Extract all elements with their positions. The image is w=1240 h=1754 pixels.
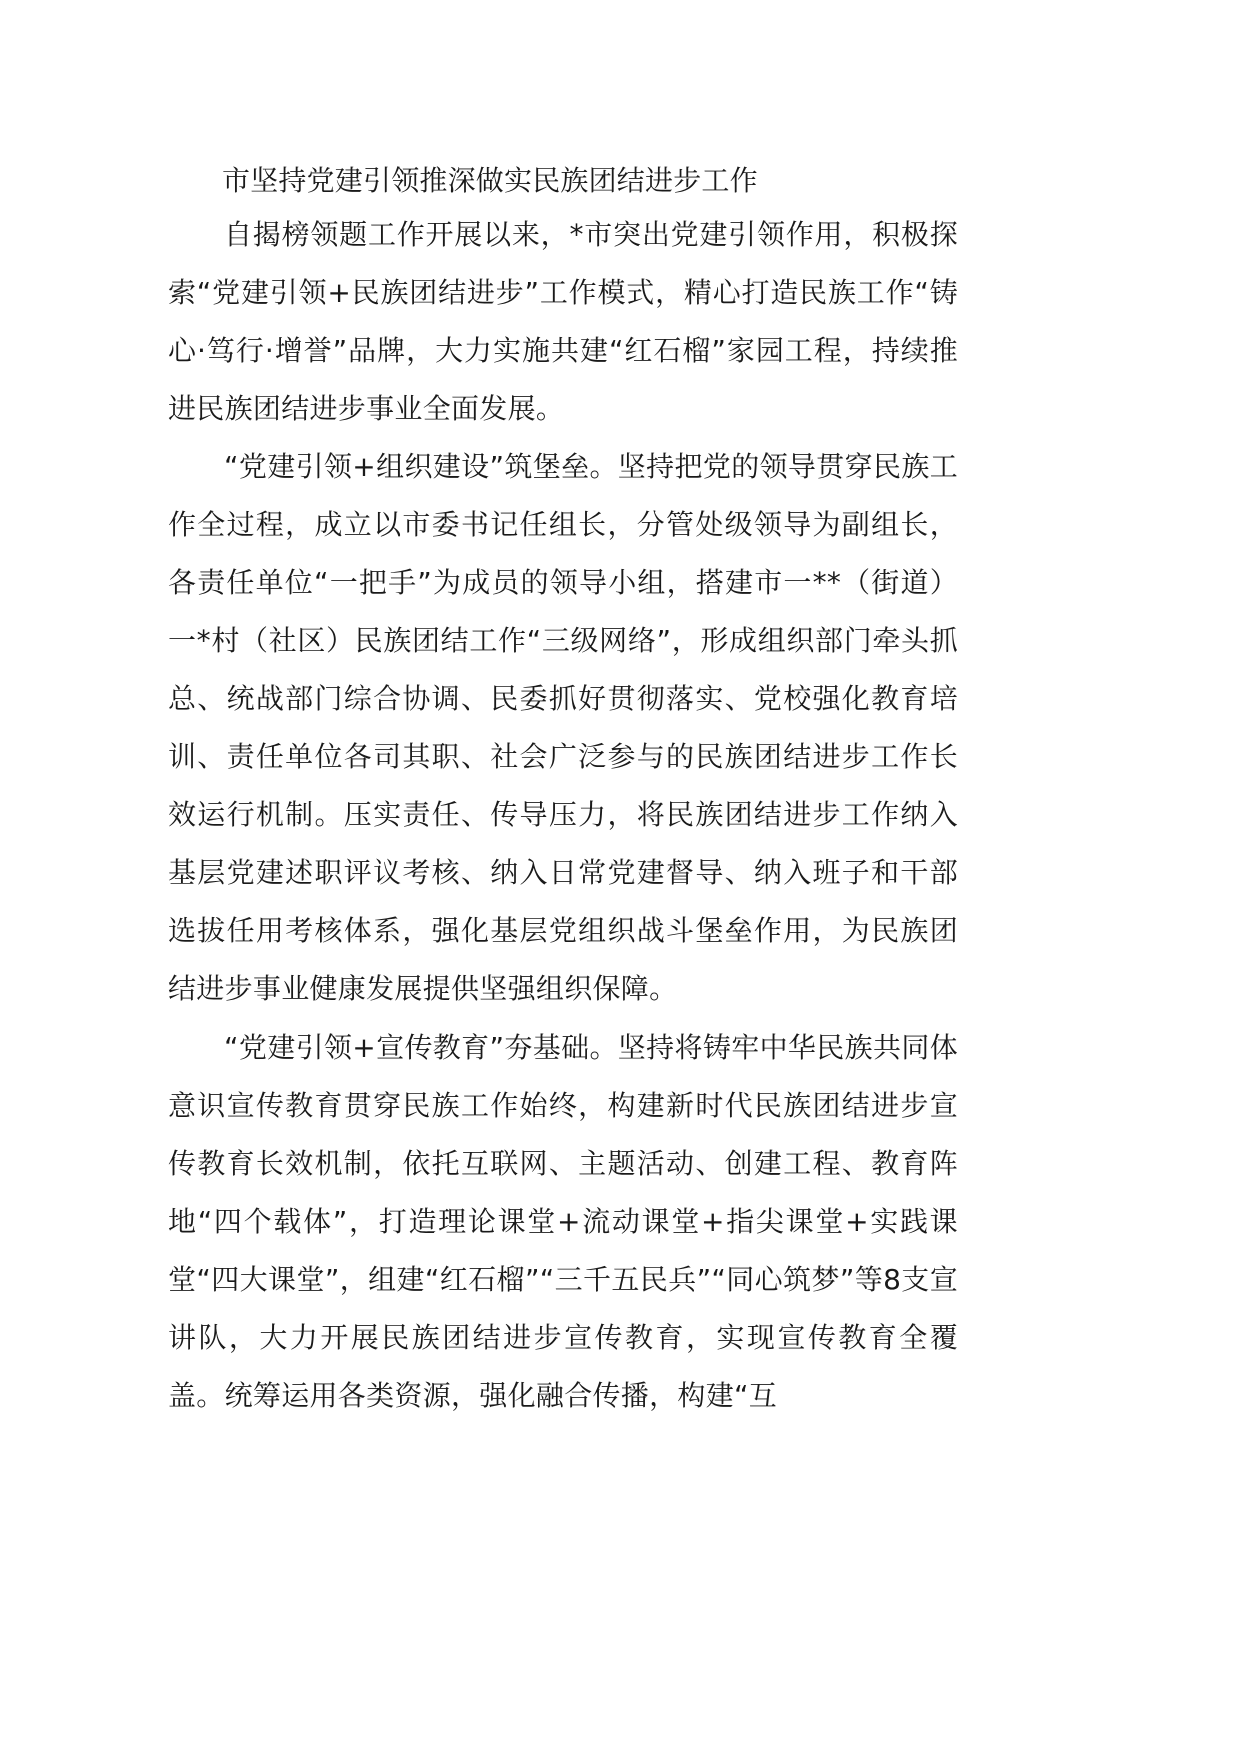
paragraph-education: “党建引领+宣传教育”夯基础。坚持将铸牢中华民族共同体意识宣传教育贯穿民族工作始终，构建新时代民族团结进步宣传教育长效机制，依托互联网、主题活动、创建工程、教育阵地“四个载体”，打造理论课堂+流动课堂+指尖课堂+实践课堂“四大课堂”，组建“红石榴”“三千五民兵”“同心筑梦”等8支宣讲队，大力开展民族团结进步宣传教育，实现宣传教育全覆盖。统筹运用各类资源，强化融合传播，构建“互 [168, 1031, 958, 1412]
paragraph-intro: 自揭榜领题工作开展以来，*市突出党建引领作用，积极探索“党建引领+民族团结进步”工作模式，精心打造民族工作“铸心·笃行·增誉”品牌，大力实施共建“红石榴”家园工程，持续推进民族团结进步事业全面发展。 [168, 218, 958, 425]
document-title: 市坚持党建引领推深做实民族团结进步工作 [222, 164, 758, 197]
paragraph-organization: “党建引领+组织建设”筑堡垒。坚持把党的领导贯穿民族工作全过程，成立以市委书记任组长，分管处级领导为副组长，各责任单位“一把手”为成员的领导小组，搭建市一**（街道）一*村（社区）民族团结工作“三级网络”，形成组织部门牵头抓总、统战部门综合协调、民委抓好贯彻落实、党校强化教育培训、责任单位各司其职、社会广泛参与的民族团结进步工作长效运行机制。压实责任、传导压力，将民族团结进步工作纳入基层党建述职评议考核、纳入日常党建督导、纳入班子和干部选拔任用考核体系，强化基层党组织战斗堡垒作用，为民族团结进步事业健康发展提供坚强组织保障。 [168, 450, 958, 1005]
